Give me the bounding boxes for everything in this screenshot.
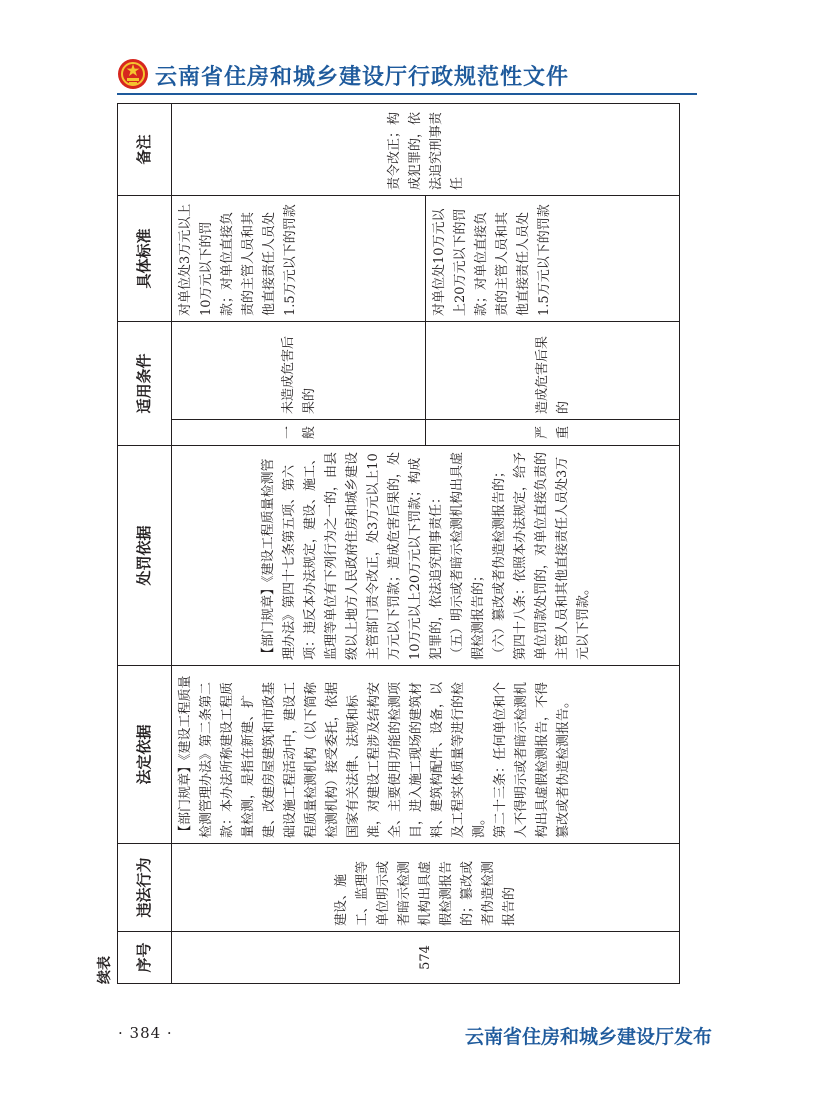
rotated-table-container <box>94 104 676 984</box>
penalty-basis-para-4: 第四十八条：依照本办法规定，给予单位罚款处罚的，对单位直接负责的主管人员和其他直接责任人员处3万元以下罚款。 <box>512 451 591 660</box>
row-number: 574 <box>172 932 680 984</box>
legal-basis-cell <box>172 666 680 844</box>
national-emblem-icon <box>117 58 149 90</box>
penalty-basis-cell <box>172 446 680 666</box>
header-divider <box>117 93 697 95</box>
publisher-label: 云南省住房和城乡建设厅发布 <box>465 1026 713 1048</box>
tier-standard-serious: 对单位处10万元以上20万元以下的罚款；对单位直接负责的主管人员和其他直接责任人员处1.5万元以下的罚款 <box>426 195 680 321</box>
tier-level-general: 一般 <box>172 420 426 446</box>
tier-condition-general: 未造成危害后果的 <box>172 321 426 419</box>
penalty-basis-para-2: （五）明示或者暗示检测机构出具虚假检测报告的； <box>449 451 486 660</box>
col-header-violation: 违法行为 <box>118 844 172 932</box>
legal-basis-para-2: 第二十三条：任何单位和个人不得明示或者暗示检测机构出具虚假检测报告，不得篡改或者伪造检测报告。 <box>493 681 571 838</box>
table-header-row <box>118 103 172 983</box>
penalty-standard-table <box>117 103 680 984</box>
col-header-legal-basis: 法定依据 <box>118 666 172 844</box>
page-header <box>117 55 697 95</box>
col-header-note: 备注 <box>118 103 172 195</box>
col-header-standard: 具体标准 <box>118 195 172 321</box>
tier-level-serious: 严重 <box>426 420 680 446</box>
page-header-title: 云南省住房和城乡建设厅行政规范性文件 <box>155 65 570 90</box>
col-header-condition: 适用条件 <box>118 321 172 445</box>
penalty-basis-para-3: （六）篡改或者伪造检测报告的； <box>491 464 507 660</box>
page-number: · 384 · <box>118 1024 173 1042</box>
note-cell: 责令改正；构成犯罪的，依法追究刑事责任 <box>172 103 680 195</box>
legal-basis-para-1: 【部门规章】《建设工程质量检测管理办法》第二条第二款：本办法所称建设工程质量检测，是指在新建、扩建、改建房屋建筑和市政基础设施工程活动中，建设工程质量检测机构（以下简称检测机构）接受委托，依据国家有关法律、法规和标准，对建设工程涉及结构安全、主要使用功能的检测项目，进入施工现场的建筑材料、建筑构配件、设备，以及工程实体质量等进行的检测。 <box>178 675 487 838</box>
table-row <box>172 103 426 983</box>
penalty-basis-para-1: 【部门规章】《建设工程质量检测管理办法》第四十七条第五项、第六项：违反本办法规定，建设、施工、监理等单位有下列行为之一的，由县级以上地方人民政府住房和城乡建设主管部门责令改正，处3万元以上10万元以下罚款；造成危害后果的，处10万元以上20万元以下罚款；构成犯罪的，依法追究刑事责任： <box>260 451 444 660</box>
tier-standard-general: 对单位处3万元以上10万元以下的罚款；对单位直接负责的主管人员和其他直接责任人员处1.5万元以下的罚款 <box>172 195 426 321</box>
col-header-number: 序号 <box>118 932 172 984</box>
tier-condition-serious: 造成危害后果的 <box>426 321 680 419</box>
continued-label: 续表 <box>97 956 113 984</box>
col-header-penalty-basis: 处罚依据 <box>118 446 172 666</box>
violation-cell: 建设、施工、监理等单位明示或者暗示检测机构出具虚假检测报告的；篡改或者伪造检测报告的 <box>172 844 680 932</box>
